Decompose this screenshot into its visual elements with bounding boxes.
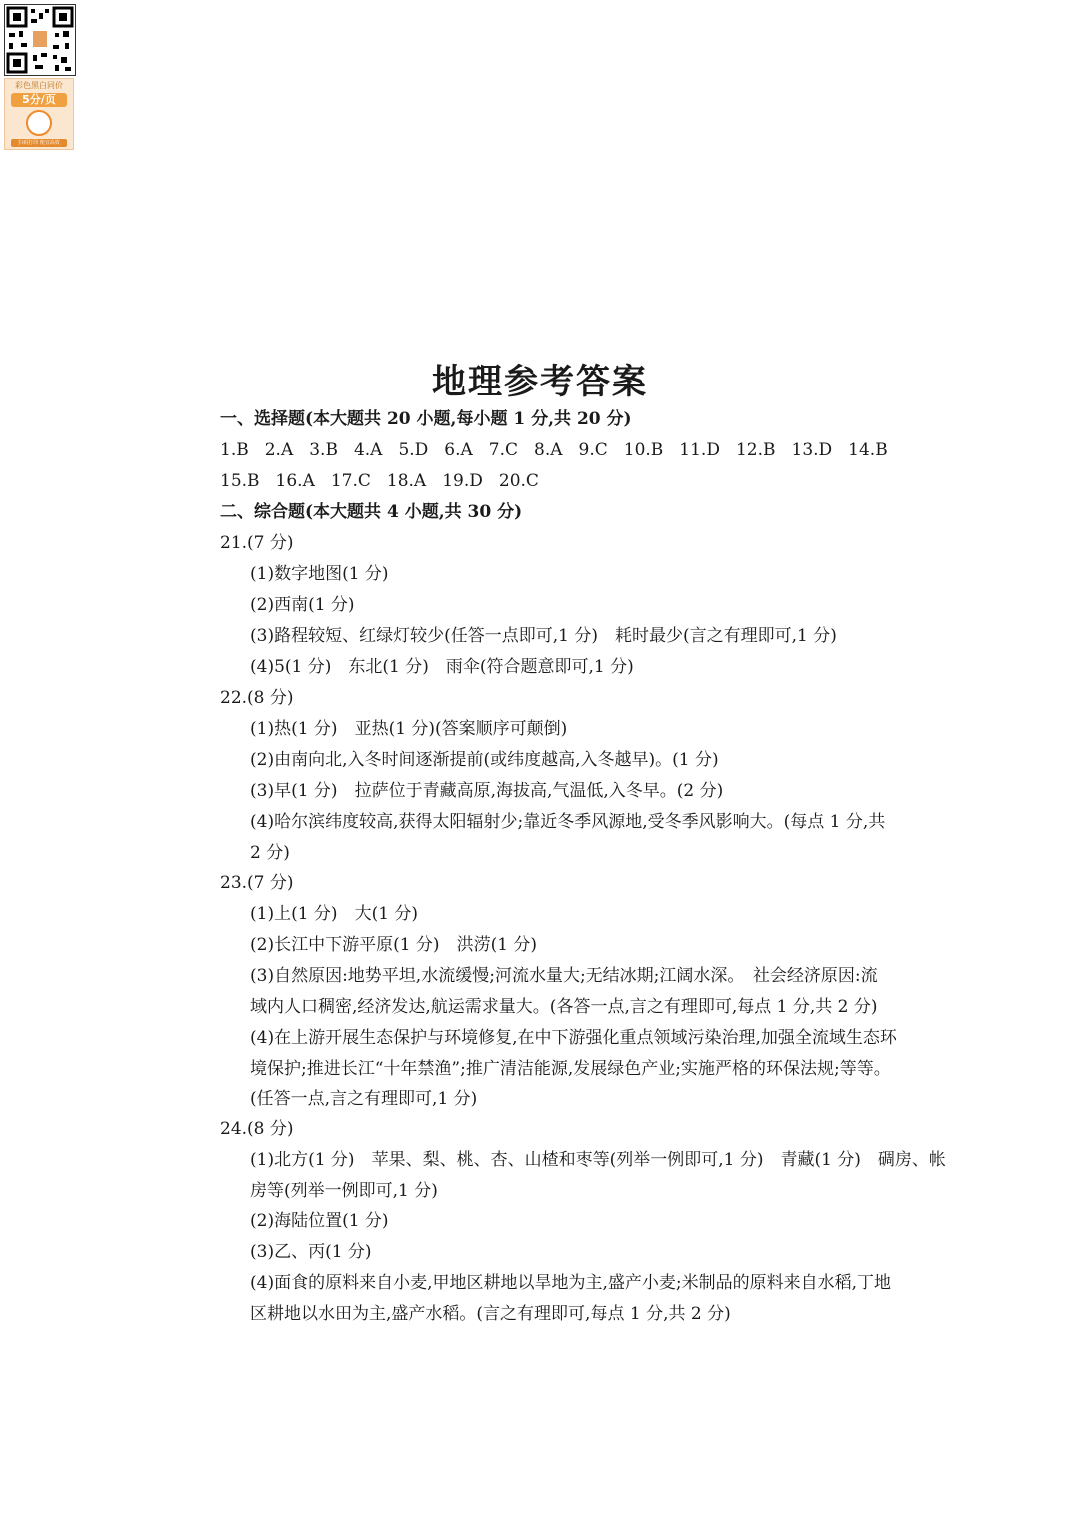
mc-answer: 2.A bbox=[264, 440, 294, 460]
mc-answer: 4.A bbox=[353, 440, 383, 460]
q22-answer-1: (1)热(1 分) 亚热(1 分)(答案顺序可颠倒) bbox=[250, 719, 568, 739]
q21-answer-4: (4)5(1 分) 东北(1 分) 雨伞(符合题意即可,1 分) bbox=[250, 657, 634, 677]
q23-answer-3: (3)自然原因:地势平坦,水流缓慢;河流水量大;无结冰期;江阔水深。 社会经济原因:流 bbox=[250, 966, 878, 986]
mc-answers-row2 bbox=[220, 470, 539, 492]
q24-answer-1: (1)北方(1 分) 苹果、梨、桃、杏、山楂和枣等(列举一例即可,1 分) 青藏(1 分) 碉房、帐 bbox=[250, 1150, 946, 1170]
q21-label: 21.(7 分) bbox=[220, 533, 294, 553]
qr-code[interactable] bbox=[4, 4, 76, 76]
q22-answer-4: (4)哈尔滨纬度较高,获得太阳辐射少;靠近冬季风源地,受冬季风影响大。(每点 1 分,共 bbox=[250, 812, 886, 832]
q22-answer-3: (3)早(1 分) 拉萨位于青藏高原,海拔高,气温低,入冬早。(2 分) bbox=[250, 781, 724, 801]
mc-answer: 16.A bbox=[275, 471, 315, 491]
q24-label: 24.(8 分) bbox=[220, 1119, 294, 1139]
q21-answer-2: (2)西南(1 分) bbox=[250, 595, 355, 615]
q23-answer-3-cont: 域内人口稠密,经济发达,航运需求量大。(各答一点,言之有理即可,每点 1 分,共 2 分) bbox=[250, 997, 878, 1017]
q23-answer-4-cont: 境保护;推进长江“十年禁渔”;推广清洁能源,发展绿色产业;实施严格的环保法规;等等。 bbox=[250, 1059, 891, 1079]
mc-answer: 12.B bbox=[735, 440, 776, 460]
mc-answer: 10.B bbox=[623, 440, 664, 460]
q24-answer-2: (2)海陆位置(1 分) bbox=[250, 1211, 389, 1231]
mc-answer: 19.D bbox=[442, 471, 483, 491]
promo-headline: 彩色黑白同价 bbox=[15, 81, 63, 90]
q23-label: 23.(7 分) bbox=[220, 873, 294, 893]
page-title: 地理参考答案 bbox=[432, 362, 648, 402]
mc-answer: 15.B bbox=[220, 471, 260, 491]
mc-answer: 9.C bbox=[578, 440, 608, 460]
print-promo-banner[interactable] bbox=[4, 78, 74, 150]
q24-answer-4-cont: 区耕地以水田为主,盛产水稻。(言之有理即可,每点 1 分,共 2 分) bbox=[250, 1304, 731, 1324]
q21-answer-3: (3)路程较短、红绿灯较少(任答一点即可,1 分) 耗时最少(言之有理即可,1 分) bbox=[250, 626, 837, 646]
q22-label: 22.(8 分) bbox=[220, 688, 294, 708]
mc-answer: 3.B bbox=[309, 440, 338, 460]
q24-answer-4: (4)面食的原料来自小麦,甲地区耕地以旱地为主,盛产小麦;米制品的原料来自水稻,丁地 bbox=[250, 1273, 892, 1293]
mc-answer: 8.A bbox=[534, 440, 563, 460]
q23-answer-2: (2)长江中下游平原(1 分) 洪涝(1 分) bbox=[250, 935, 538, 955]
promo-price: 5分/页 bbox=[11, 93, 67, 107]
mc-answer: 13.D bbox=[791, 440, 833, 460]
mc-answer: 1.B bbox=[220, 440, 249, 460]
mc-answer: 6.A bbox=[444, 440, 473, 460]
q23-answer-4-cont2: (任答一点,言之有理即可,1 分) bbox=[250, 1089, 478, 1109]
mc-answer: 7.C bbox=[488, 440, 519, 460]
q23-answer-4: (4)在上游开展生态保护与环境修复,在中下游强化重点领域污染治理,加强全流域生态环 bbox=[250, 1028, 897, 1048]
mc-answer: 5.D bbox=[398, 440, 429, 460]
mc-answer: 14.B bbox=[848, 440, 888, 460]
section2-heading: 二、综合题(本大题共 4 小题,共 30 分) bbox=[220, 502, 523, 522]
q22-answer-4-cont: 2 分) bbox=[250, 843, 290, 863]
mc-answer: 20.C bbox=[498, 471, 539, 491]
promo-footer: 扫码打印 便宜高效 bbox=[11, 139, 67, 147]
section1-heading: 一、选择题(本大题共 20 小题,每小题 1 分,共 20 分) bbox=[220, 409, 632, 429]
mc-answer: 18.A bbox=[386, 471, 427, 491]
q24-answer-3: (3)乙、丙(1 分) bbox=[250, 1242, 372, 1262]
printer-logo-icon bbox=[26, 110, 52, 136]
mc-answers-row1 bbox=[220, 439, 888, 461]
qr-code-icon bbox=[5, 5, 75, 75]
q22-answer-2: (2)由南向北,入冬时间逐渐提前(或纬度越高,入冬越早)。(1 分) bbox=[250, 750, 719, 770]
mc-answer: 17.C bbox=[330, 471, 371, 491]
q23-answer-1: (1)上(1 分) 大(1 分) bbox=[250, 904, 419, 924]
mc-answer: 11.D bbox=[679, 440, 720, 460]
q24-answer-1-cont: 房等(列举一例即可,1 分) bbox=[250, 1181, 438, 1201]
q21-answer-1: (1)数字地图(1 分) bbox=[250, 564, 389, 584]
